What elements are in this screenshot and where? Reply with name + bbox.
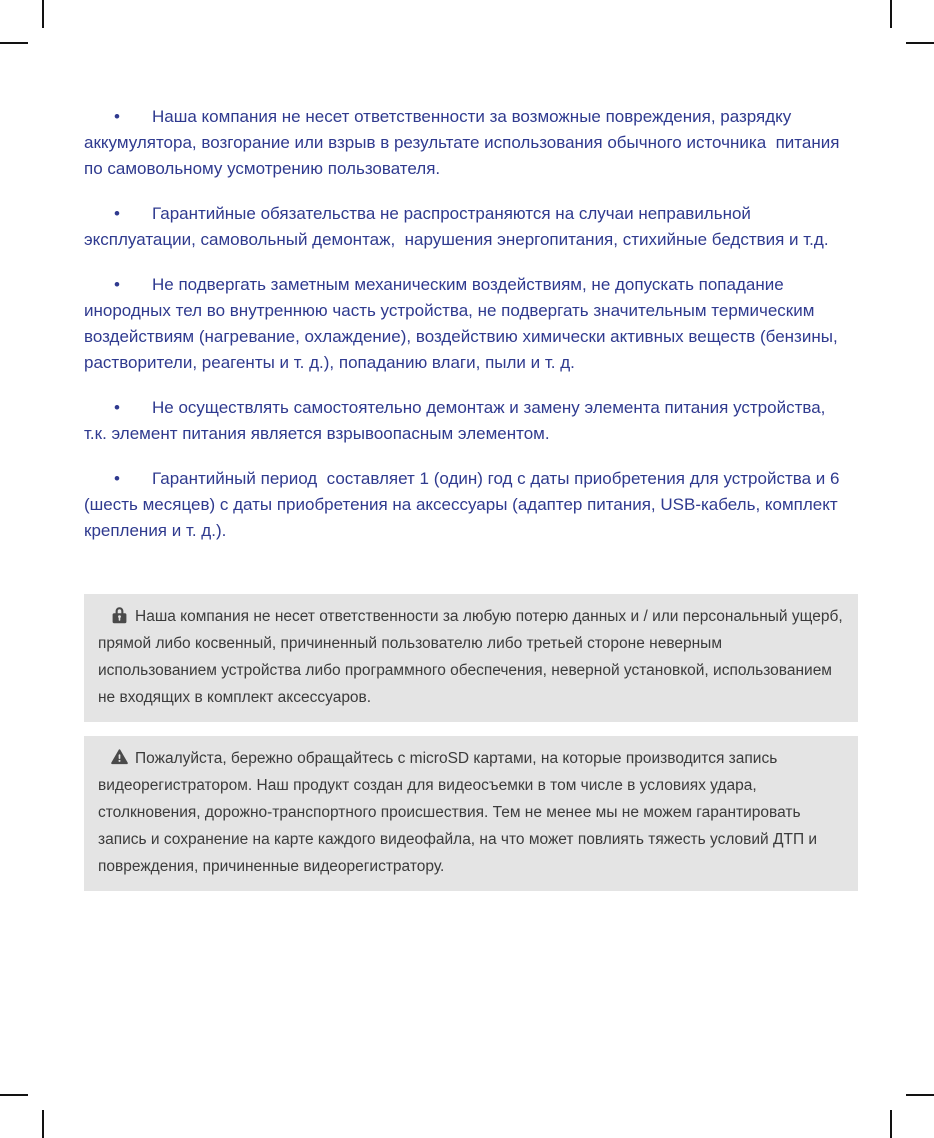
crop-mark-top-right-vertical	[890, 0, 892, 28]
warranty-bullet-item	[84, 201, 852, 253]
bullet-text: Не осуществлять самостоятельно демонтаж и замену элемента питания устройства, т.к. элемент питания является взрывоопасным элементом.	[84, 398, 831, 443]
bullet-icon: •	[114, 275, 120, 294]
crop-mark-bottom-left-horizontal	[0, 1094, 28, 1096]
warranty-bullet-item	[84, 104, 852, 182]
warranty-bullet-item	[84, 272, 852, 376]
bullet-icon: •	[114, 107, 120, 126]
note-paragraph	[98, 745, 844, 880]
bullet-icon: •	[114, 204, 120, 223]
crop-mark-top-left-horizontal	[0, 42, 28, 44]
warning-icon	[111, 748, 128, 766]
note-text: Пожалуйста, бережно обращайтесь с microSD картами, на которые производится запись видеорегистратором. Наш продукт создан для видеосъемки в том числе в условиях удара, столкновения, дорожно-транспортного происшествия. Тем не менее мы не можем гарантировать запись и сохранение на карте каждого видеофайла, на что может повлиять тяжесть условий ДТП и повреждения, причиненные видеорегистратору.	[98, 750, 822, 875]
note-text: Наша компания не несет ответственности за любую потерю данных и / или персональный ущерб, прямой либо косвенный, причиненный пользователю либо третьей стороне неверным использованием устройства либо программного обеспечения, неверной установкой, использованием не входящих в комплект аксессуаров.	[98, 608, 847, 706]
crop-mark-bottom-right-horizontal	[906, 1094, 934, 1096]
lock-icon	[111, 606, 128, 624]
crop-mark-top-left-vertical	[42, 0, 44, 28]
bullet-text: Гарантийный период составляет 1 (один) год с даты приобретения для устройства и 6 (шесть месяцев) с даты приобретения на аксессуары (адаптер питания, USB-кабель, комплект крепления и т. д.).	[84, 469, 845, 540]
crop-mark-bottom-right-vertical	[890, 1110, 892, 1138]
bullet-icon: •	[114, 469, 120, 488]
crop-mark-bottom-left-vertical	[42, 1110, 44, 1138]
warranty-bullet-item	[84, 466, 852, 544]
note-box-microsd	[84, 736, 858, 891]
bullet-text: Наша компания не несет ответственности за возможные повреждения, разрядку аккумулятора, возгорание или взрыв в результате использования обычного источника питания по самовольному усмотрению пользователя.	[84, 107, 845, 178]
bullet-text: Не подвергать заметным механическим воздействиям, не допускать попадание инородных тел во внутреннюю часть устройства, не подвергать значительным термическим воздействиям (нагревание, охлаждение), воздействию химически активных веществ (бензины, растворители, реагенты и т. д.), попаданию влаги, пыли и т. д.	[84, 275, 843, 372]
bullet-icon: •	[114, 398, 120, 417]
note-paragraph	[98, 603, 847, 711]
crop-mark-top-right-horizontal	[906, 42, 934, 44]
note-box-liability	[84, 594, 858, 722]
warranty-bullet-item	[84, 395, 852, 447]
warranty-section	[84, 104, 858, 905]
bullet-text: Гарантийные обязательства не распространяются на случаи неправильной эксплуатации, самовольный демонтаж, нарушения энергопитания, стихийные бедствия и т.д.	[84, 204, 829, 249]
